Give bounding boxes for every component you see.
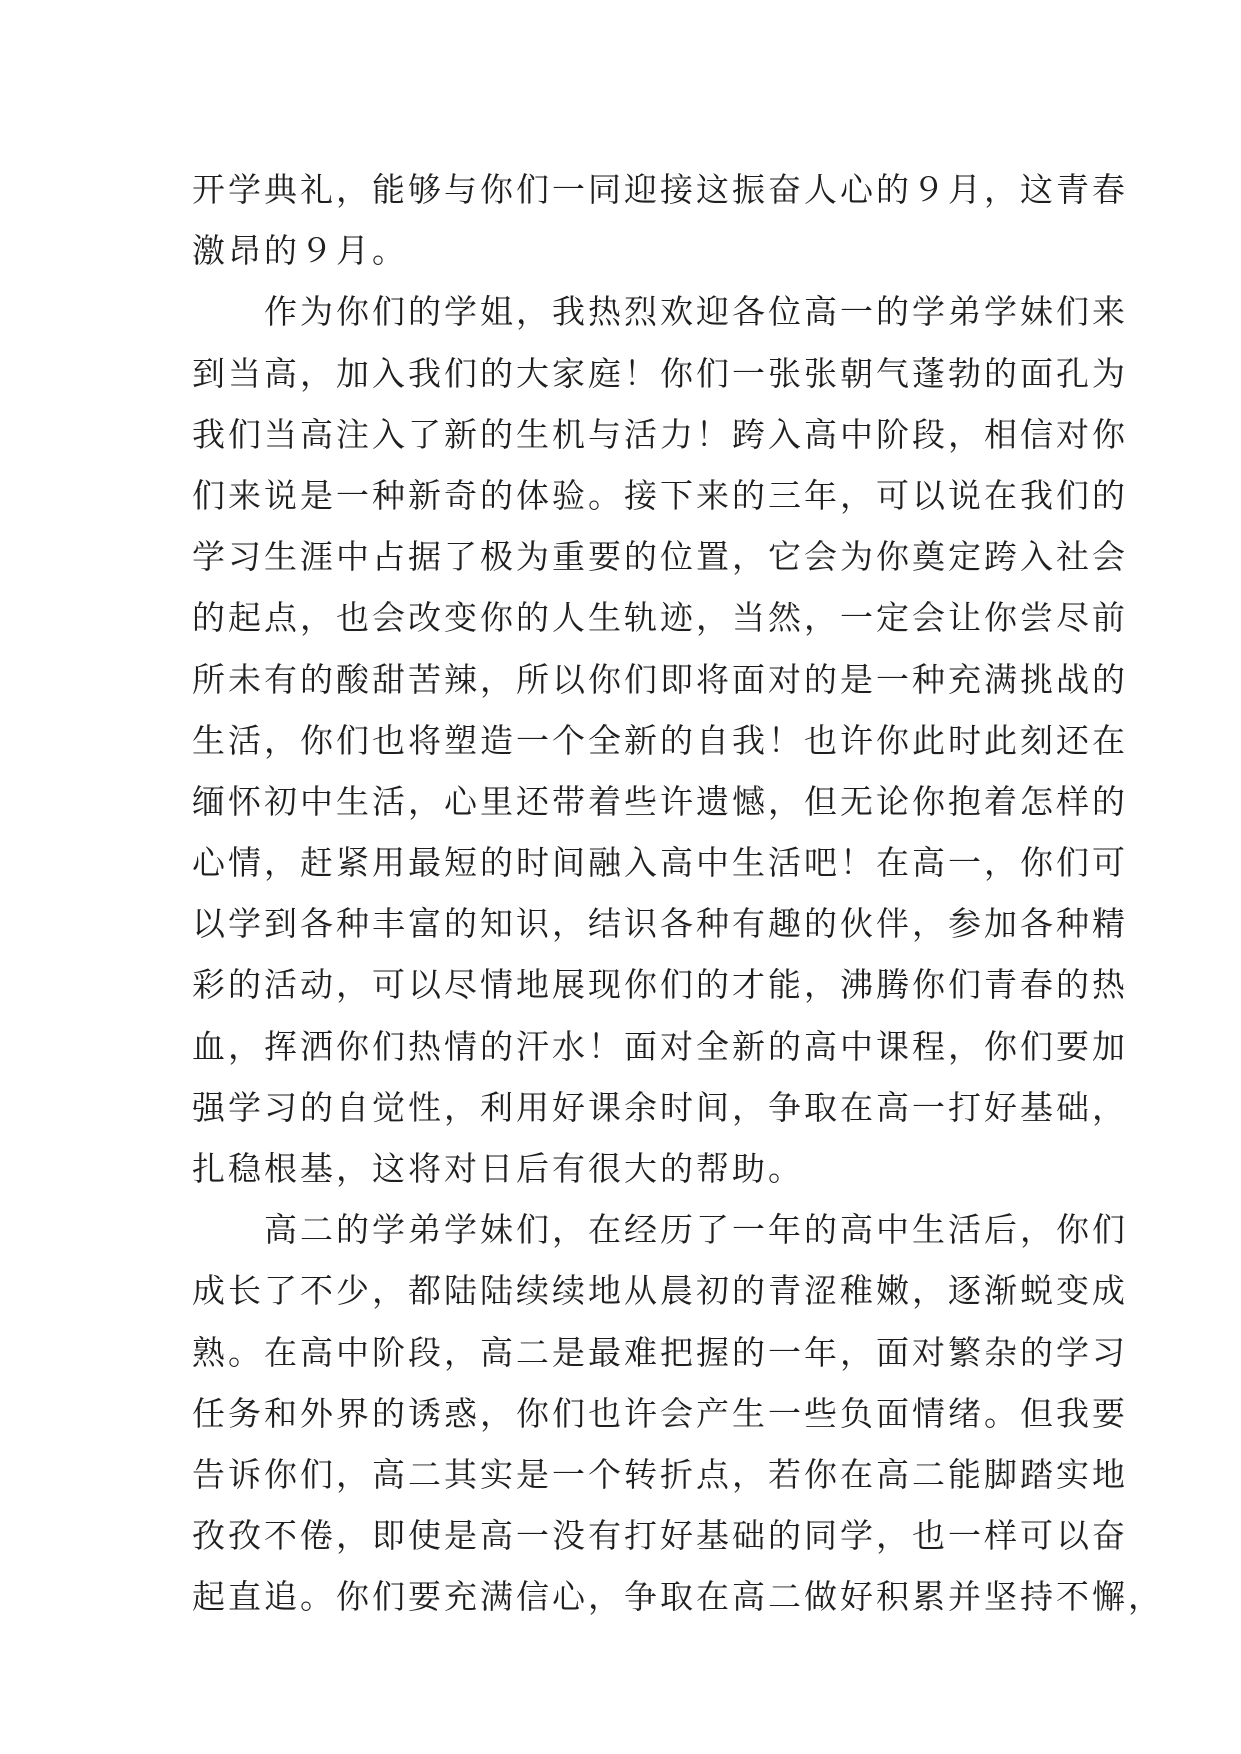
- text-line: 血，挥洒你们热情的汗水！面对全新的高中课程，你们要加: [192, 1026, 1128, 1066]
- text-line: 告诉你们，高二其实是一个转折点，若你在高二能脚踏实地: [192, 1454, 1128, 1494]
- text-line: 缅怀初中生活，心里还带着些许遗憾，但无论你抱着怎样的: [192, 781, 1128, 821]
- text-line: 孜孜不倦，即使是高一没有打好基础的同学，也一样可以奋: [192, 1516, 1128, 1556]
- text-line: 所未有的酸甜苦辣，所以你们即将面对的是一种充满挑战的: [192, 659, 1128, 699]
- text-line: 到当高，加入我们的大家庭！你们一张张朝气蓬勃的面孔为: [192, 353, 1128, 393]
- text-line: 学习生涯中占据了极为重要的位置，它会为你奠定跨入社会: [192, 537, 1128, 577]
- body-text: [192, 159, 1164, 1628]
- text-line: 任务和外界的诱惑，你们也许会产生一些负面情绪。但我要: [192, 1393, 1128, 1433]
- text-line: 我们当高注入了新的生机与活力！跨入高中阶段，相信对你: [192, 414, 1128, 454]
- text-line: 作为你们的学姐，我热烈欢迎各位高一的学弟学妹们来: [192, 292, 1128, 332]
- text-line: 熟。在高中阶段，高二是最难把握的一年，面对繁杂的学习: [192, 1332, 1128, 1372]
- text-line: 们来说是一种新奇的体验。接下来的三年，可以说在我们的: [192, 475, 1128, 515]
- text-line: 开学典礼，能够与你们一同迎接这振奋人心的９月，这青春: [192, 170, 1128, 209]
- text-line: 强学习的自觉性，利用好课余时间，争取在高一打好基础，: [192, 1087, 1128, 1127]
- text-line: 扎稳根基，这将对日后有很大的帮助。: [192, 1149, 804, 1188]
- text-line: 心情，赶紧用最短的时间融入高中生活吧！在高一，你们可: [192, 843, 1128, 883]
- text-line: 的起点，也会改变你的人生轨迹，当然，一定会让你尝尽前: [192, 598, 1128, 638]
- text-line: 生活，你们也将塑造一个全新的自我！也许你此时此刻还在: [192, 720, 1128, 760]
- text-line: 起直追。你们要充满信心，争取在高二做好积累并坚持不懈，: [192, 1577, 1164, 1617]
- text-line: 彩的活动，可以尽情地展现你们的才能，沸腾你们青春的热: [192, 965, 1128, 1005]
- text-line: 高二的学弟学妹们，在经历了一年的高中生活后，你们: [192, 1210, 1128, 1250]
- text-line: 激昂的９月。: [192, 231, 408, 271]
- text-line: 以学到各种丰富的知识，结识各种有趣的伙伴，参加各种精: [192, 904, 1128, 944]
- text-line: 成长了不少，都陆陆续续地从晨初的青涩稚嫩，逐渐蜕变成: [192, 1271, 1128, 1311]
